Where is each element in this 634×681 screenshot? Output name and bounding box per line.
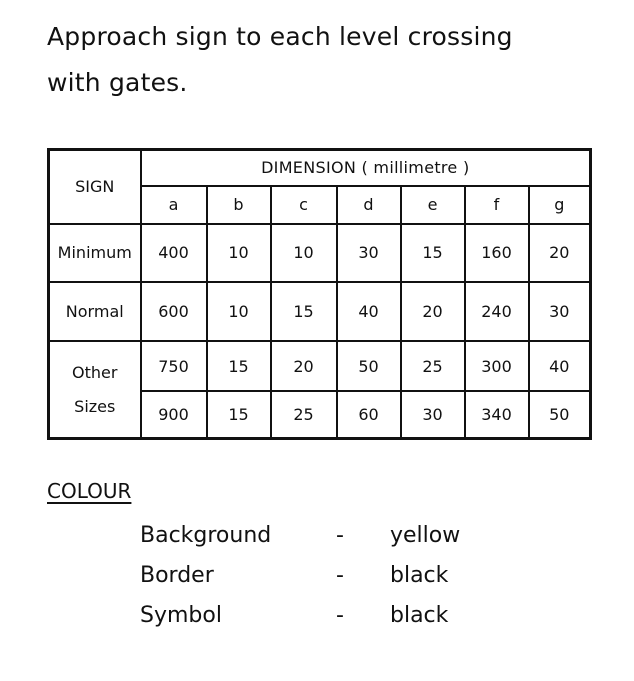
- colour-dash: -: [336, 603, 344, 628]
- table-cell: 15: [207, 341, 271, 391]
- table-cell: 40: [337, 282, 401, 341]
- table-cell: 30: [529, 282, 591, 341]
- table-cell: 160: [465, 224, 529, 282]
- title-line-1: Approach sign to each level crossing: [47, 22, 513, 51]
- table-cell: 15: [207, 391, 271, 438]
- table-cell: 20: [401, 282, 465, 341]
- table-cell: 10: [207, 224, 271, 282]
- table-cell: 60: [337, 391, 401, 438]
- colour-heading: COLOUR: [47, 479, 132, 503]
- column-header: f: [465, 186, 529, 224]
- colour-part: Symbol: [140, 603, 222, 628]
- table-cell: 50: [337, 341, 401, 391]
- table-cell: 25: [401, 341, 465, 391]
- table-cell: 340: [465, 391, 529, 438]
- table-cell: 300: [465, 341, 529, 391]
- table-cell: 20: [529, 224, 591, 282]
- column-header: c: [271, 186, 337, 224]
- colour-dash: -: [336, 523, 344, 548]
- header-row: [49, 150, 591, 186]
- row-label-minimum: Minimum: [49, 224, 141, 282]
- table-cell: 600: [141, 282, 207, 341]
- list-item: [140, 516, 560, 556]
- table-cell: 30: [337, 224, 401, 282]
- table-cell: 25: [271, 391, 337, 438]
- colour-dash: -: [336, 563, 344, 588]
- sign-header: SIGN: [49, 150, 141, 224]
- table-cell: 400: [141, 224, 207, 282]
- row-label-line: Sizes: [74, 396, 116, 416]
- table-cell: 240: [465, 282, 529, 341]
- colour-part: Border: [140, 563, 214, 588]
- row-label-other-sizes: [49, 341, 141, 438]
- table-cell: 10: [271, 224, 337, 282]
- row-label-line: Other: [72, 362, 118, 382]
- table-cell: 40: [529, 341, 591, 391]
- table-cell: 10: [207, 282, 271, 341]
- table-cell: 15: [401, 224, 465, 282]
- table-row: [49, 341, 591, 391]
- colour-value: black: [390, 563, 449, 588]
- table-cell: 30: [401, 391, 465, 438]
- table-cell: 50: [529, 391, 591, 438]
- table-row: [49, 282, 591, 341]
- table-cell: 20: [271, 341, 337, 391]
- column-header: b: [207, 186, 271, 224]
- document-title: [47, 14, 513, 106]
- table-cell: 15: [271, 282, 337, 341]
- colour-value: yellow: [390, 523, 461, 548]
- table-cell: 900: [141, 391, 207, 438]
- column-header: d: [337, 186, 401, 224]
- dimension-header: DIMENSION ( millimetre ): [141, 150, 591, 186]
- column-header: a: [141, 186, 207, 224]
- title-line-2: with gates.: [47, 68, 188, 97]
- row-label-normal: Normal: [49, 282, 141, 341]
- colour-part: Background: [140, 523, 272, 548]
- list-item: [140, 556, 560, 596]
- column-header: g: [529, 186, 591, 224]
- list-item: [140, 596, 560, 636]
- table-row: [49, 224, 591, 282]
- column-header: e: [401, 186, 465, 224]
- colour-list: [140, 516, 560, 636]
- colour-value: black: [390, 603, 449, 628]
- dimension-table: [47, 148, 592, 440]
- table-cell: 750: [141, 341, 207, 391]
